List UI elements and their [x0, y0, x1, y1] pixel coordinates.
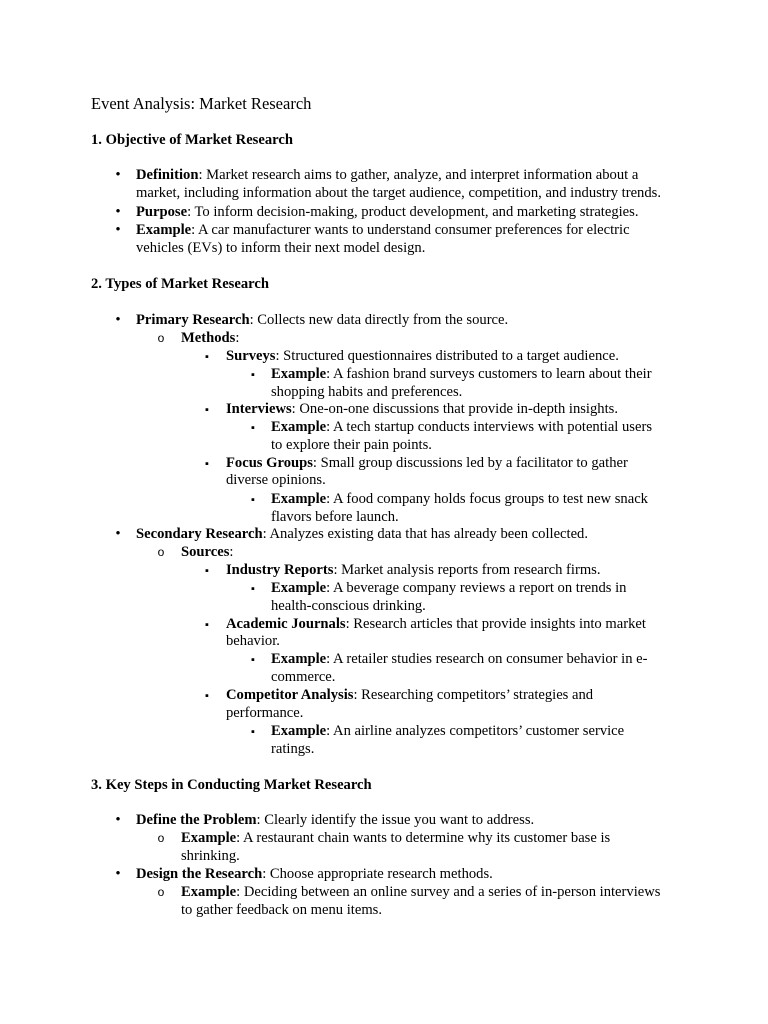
list-item: Secondary Research: Analyzes existing data that has already been collected. — [136, 526, 589, 542]
square-bullet-icon — [201, 686, 213, 705]
list-item-continuation: commerce. — [271, 669, 336, 685]
list-item: Competitor Analysis: Researching competitors’ strategies and — [226, 687, 594, 703]
list-item-continuation: shopping habits and preferences. — [271, 384, 463, 400]
list-item: Example: A tech startup conducts interviews with potential users — [271, 419, 653, 435]
list-item: Sources: — [181, 544, 234, 560]
square-bullet-icon — [247, 579, 259, 598]
bullet-icon — [112, 221, 124, 239]
list-item: Define the Problem: Clearly identify the issue you want to address. — [136, 812, 535, 828]
circle-bullet-icon: o — [157, 545, 165, 559]
square-bullet-icon — [201, 615, 213, 634]
square-bullet-icon — [201, 561, 213, 580]
list-item-continuation: performance. — [226, 705, 304, 721]
list-item: Surveys: Structured questionnaires distributed to a target audience. — [226, 348, 619, 364]
square-bullet-icon — [247, 722, 259, 741]
section-1-heading: 1. Objective of Market Research — [91, 132, 293, 148]
bullet-icon — [112, 203, 124, 221]
list-item: Example: A food company holds focus groups to test new snack — [271, 491, 648, 507]
list-item: Interviews: One-on-one discussions that provide in-depth insights. — [226, 401, 618, 417]
list-item: Example: A fashion brand surveys customers to learn about their — [271, 366, 652, 382]
bullet-icon — [112, 166, 124, 184]
bullet-icon — [112, 811, 124, 829]
circle-bullet-icon: o — [157, 331, 165, 345]
list-item: Example: An airline analyzes competitors’ customer service — [271, 723, 625, 739]
list-item: Focus Groups: Small group discussions led by a facilitator to gather — [226, 455, 628, 471]
square-bullet-icon — [247, 650, 259, 669]
list-item-continuation: health-conscious drinking. — [271, 598, 426, 614]
list-item: Primary Research: Collects new data directly from the source. — [136, 312, 509, 328]
list-item-continuation: ratings. — [271, 741, 315, 757]
list-item-continuation: to explore their pain points. — [271, 437, 432, 453]
section-2-heading: 2. Types of Market Research — [91, 276, 269, 292]
list-item: Example: Deciding between an online survey and a series of in-person interviews — [181, 884, 661, 900]
list-item: Example: A car manufacturer wants to understand consumer preferences for electric — [136, 222, 630, 238]
square-bullet-icon — [201, 400, 213, 419]
bullet-icon — [112, 311, 124, 329]
circle-bullet-icon: o — [157, 831, 165, 845]
square-bullet-icon — [247, 365, 259, 384]
list-item-continuation: flavors before launch. — [271, 509, 399, 525]
list-item: Example: A restaurant chain wants to determine why its customer base is — [181, 830, 611, 846]
circle-bullet-icon: o — [157, 885, 165, 899]
square-bullet-icon — [247, 418, 259, 437]
list-item: Academic Journals: Research articles that provide insights into market — [226, 616, 646, 632]
square-bullet-icon — [201, 454, 213, 473]
list-item: Example: A beverage company reviews a report on trends in — [271, 580, 627, 596]
square-bullet-icon — [247, 490, 259, 509]
list-item-continuation: behavior. — [226, 633, 280, 649]
square-bullet-icon — [201, 347, 213, 366]
list-item: Purpose: To inform decision-making, product development, and marketing strategies. — [136, 204, 639, 220]
list-item: Methods: — [181, 330, 240, 346]
list-item: Design the Research: Choose appropriate research methods. — [136, 866, 493, 882]
list-item: Industry Reports: Market analysis reports from research firms. — [226, 562, 601, 578]
list-item: Definition: Market research aims to gather, analyze, and interpret information about a — [136, 167, 639, 183]
list-item-continuation: to gather feedback on menu items. — [181, 902, 382, 918]
list-item-continuation: vehicles (EVs) to inform their next model design. — [136, 240, 426, 256]
bullet-icon — [112, 525, 124, 543]
list-item-continuation: diverse opinions. — [226, 472, 326, 488]
list-item-continuation: market, including information about the target audience, competition, and industry trends. — [136, 185, 661, 201]
list-item-continuation: shrinking. — [181, 848, 240, 864]
section-3-heading: 3. Key Steps in Conducting Market Research — [91, 777, 372, 793]
bullet-icon — [112, 865, 124, 883]
document-title: Event Analysis: Market Research — [91, 94, 312, 113]
list-item: Example: A retailer studies research on consumer behavior in e- — [271, 651, 648, 667]
